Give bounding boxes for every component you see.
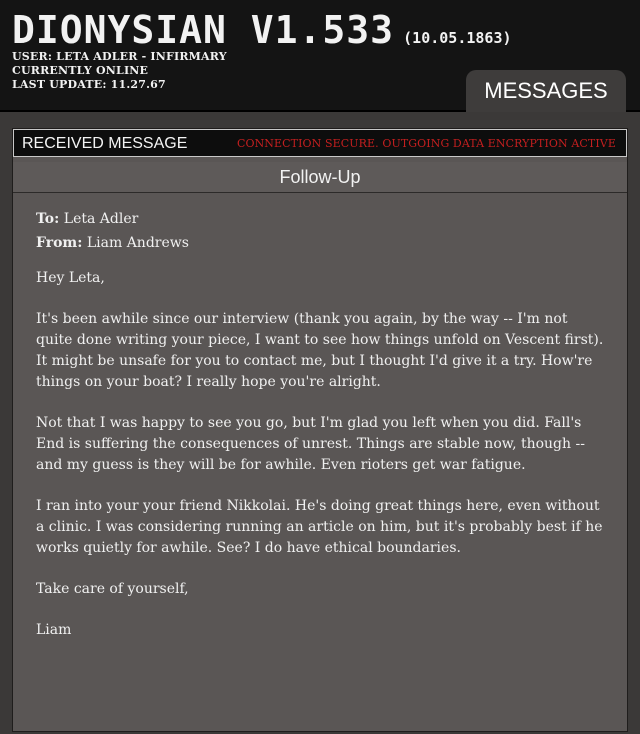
tab-messages[interactable]: MESSAGES <box>466 70 626 112</box>
message-panel-header <box>13 129 627 157</box>
last-update: LAST UPDATE: 11.27.67 <box>12 78 166 91</box>
to-label: To: <box>36 211 60 227</box>
top-bar <box>0 0 640 112</box>
message-panel <box>12 128 628 732</box>
online-status: CURRENTLY ONLINE <box>12 64 149 77</box>
app-title-row <box>12 8 512 52</box>
connection-status: CONNECTION SECURE. OUTGOING DATA ENCRYPTION ACTIVE <box>236 137 616 150</box>
message-subject: Follow-Up <box>279 166 361 187</box>
message-signature: Liam <box>36 622 72 638</box>
message-paragraph: Not that I was happy to see you go, but I'm glad you left when you did. Fall's End is suffering the consequences of unrest. Things are stable now, though -- and my guess is they will be for awhile. Even rioters get war fatigue. <box>36 415 585 473</box>
app-date: (10.05.1863) <box>403 29 512 47</box>
to-value: Leta Adler <box>63 211 139 227</box>
message-paragraph: I ran into your your friend Nikkolai. He's doing great things here, even without a clinic. I was considering running an article on him, but it's probably best if he works quietly for awhile. See? I do have ethical boundaries. <box>36 498 603 556</box>
to-line <box>36 209 606 230</box>
received-message-label: RECEIVED MESSAGE <box>22 135 188 152</box>
from-label: From: <box>36 235 83 251</box>
message-paragraph: It's been awhile since our interview (thank you again, by the way -- I'm not quite done writing your piece, I want to see how things unfold on Vescent first). It might be unsafe for you to contact me, but I thought I'd give it a try. How're things on your boat? I really hope you're alright. <box>36 311 604 390</box>
message-greeting: Hey Leta, <box>36 270 105 286</box>
user-line: USER: LETA ADLER - INFIRMARY <box>12 50 227 63</box>
from-line <box>36 233 606 254</box>
app-title: DIONYSIAN V1.533 <box>12 8 395 52</box>
message-signoff: Take care of yourself, <box>36 581 189 597</box>
user-info <box>12 50 227 92</box>
subject-bar <box>13 162 627 193</box>
message-body <box>36 209 606 661</box>
from-value: Liam Andrews <box>86 235 189 251</box>
